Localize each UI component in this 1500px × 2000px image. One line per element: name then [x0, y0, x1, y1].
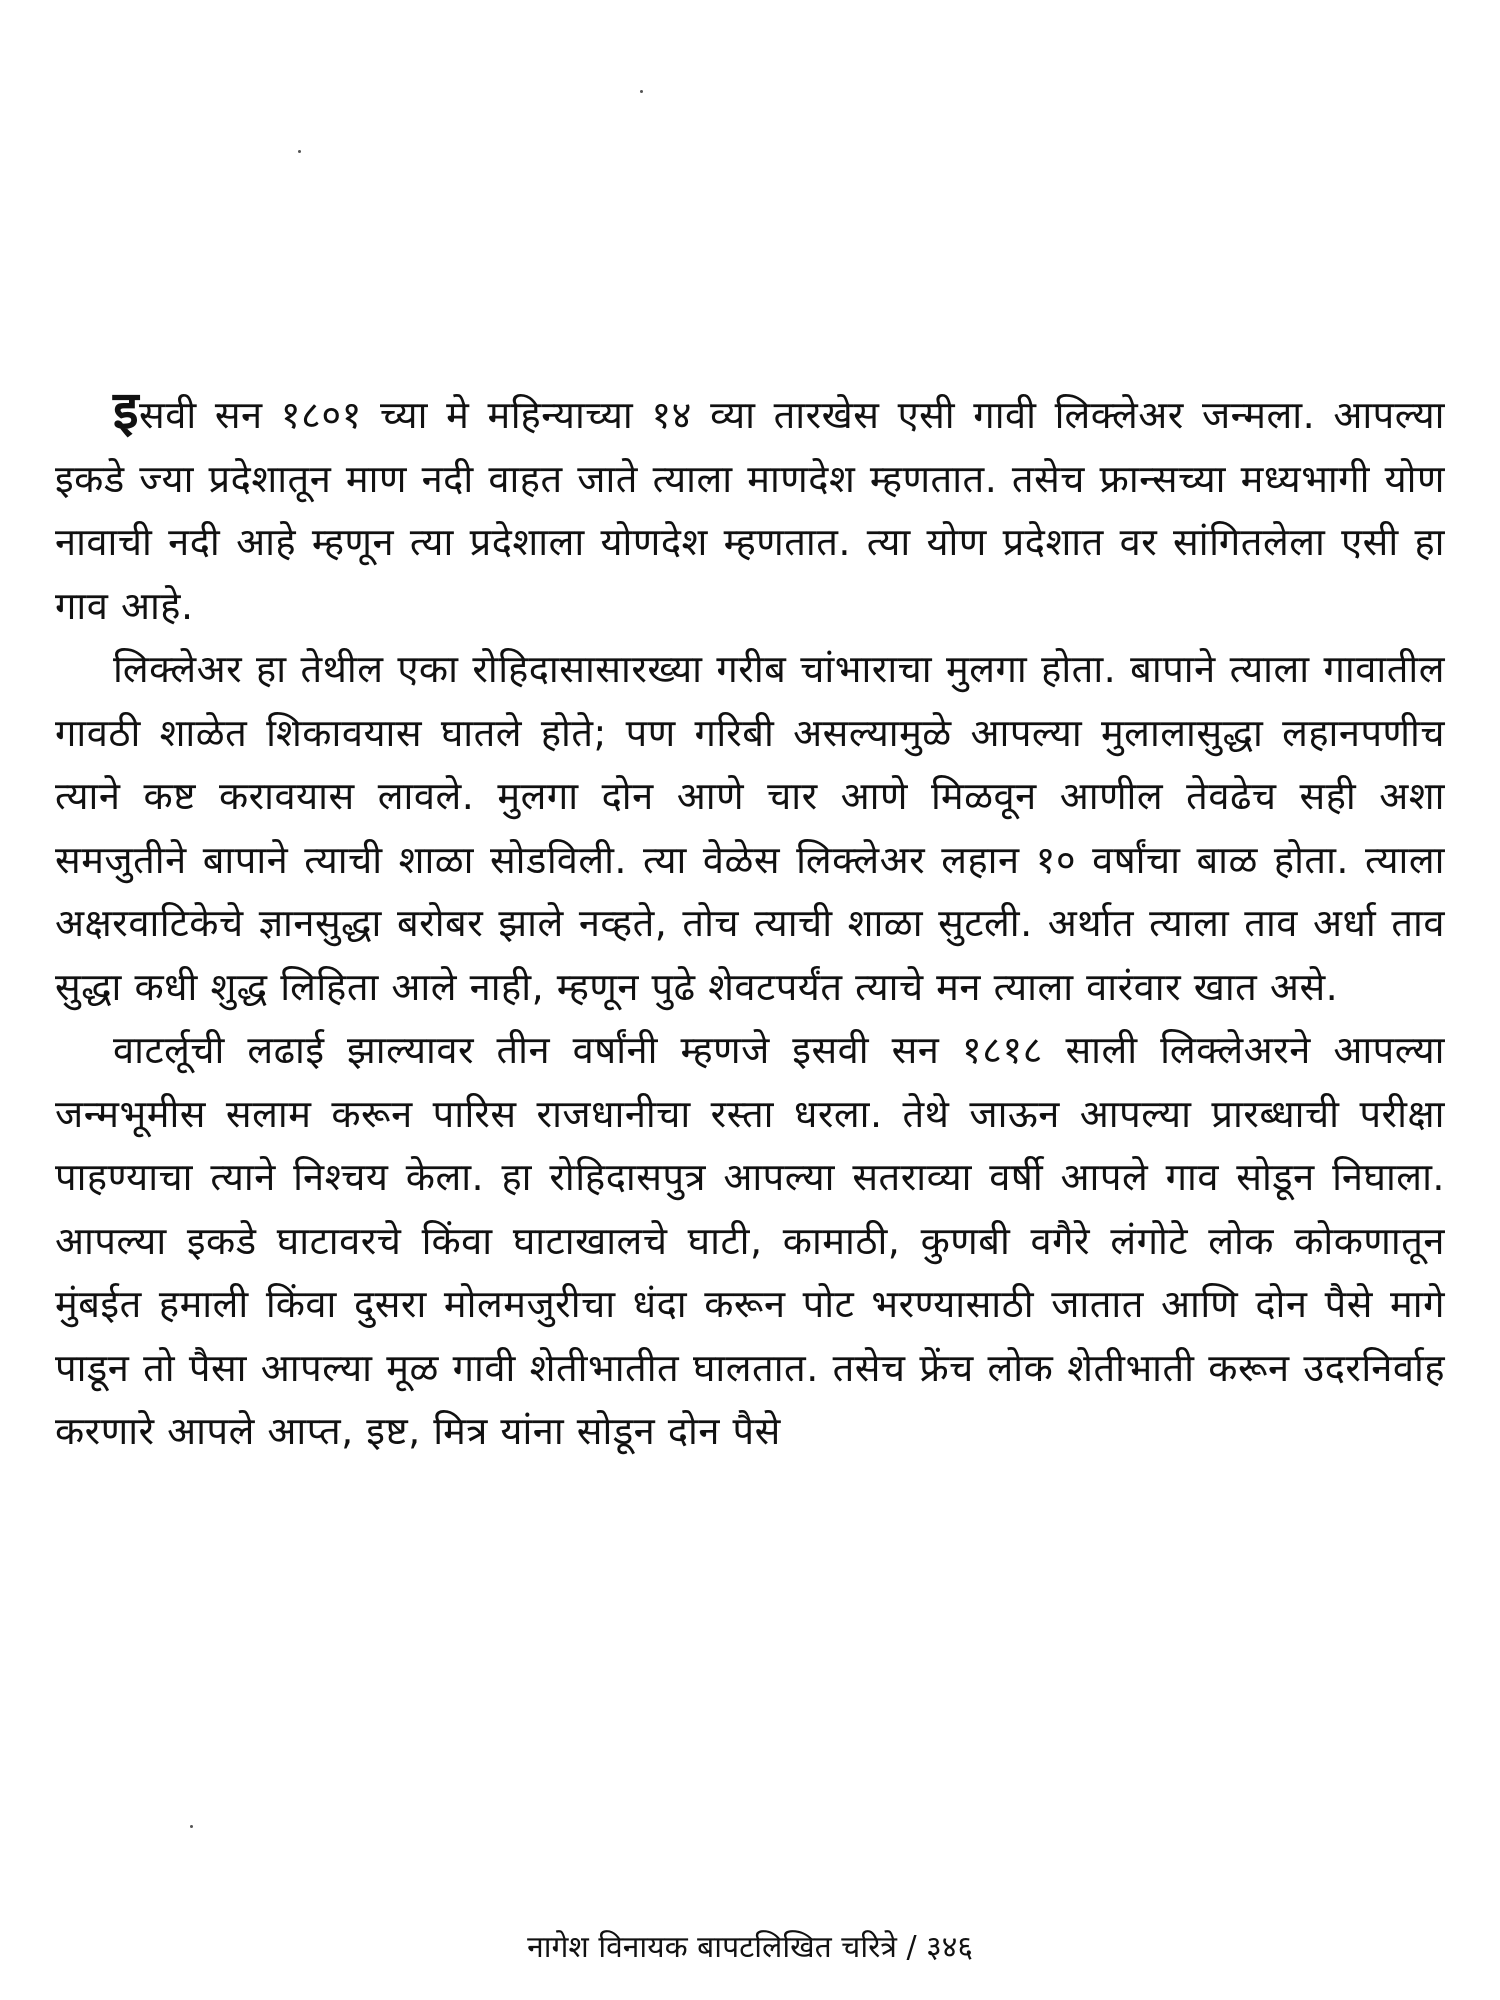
- scan-speck: [640, 90, 643, 93]
- scan-speck: [190, 1825, 193, 1828]
- body-text: [55, 380, 1445, 1464]
- paragraph-2: [55, 638, 1445, 1019]
- paragraph-1-text: सवी सन १८०१ च्या मे महिन्याच्या १४ व्या तारखेस एसी गावी लिक्लेअर जन्मला. आपल्या इकडे ज्या प्रदेशातून माण नदी वाहत जाते त्याला माणदेश म्हणतात. तसेच फ्रान्सच्या मध्यभागी योण नावाची नदी आहे म्हणून त्या प्रदेशाला योणदेश म्हणतात. त्या योण प्रदेशात वर सांगितलेला एसी हा गाव आहे.: [55, 393, 1445, 628]
- paragraph-2-text: लिक्लेअर हा तेथील एका रोहिदासासारख्या गरीब चांभाराचा मुलगा होता. बापाने त्याला गावातील गावठी शाळेत शिकावयास घातले होते; पण गरिबी असल्यामुळे आपल्या मुलालासुद्धा लहानपणीच त्याने कष्ट करावयास लावले. मुलगा दोन आणे चार आणे मिळवून आणील तेवढेच सही अशा समजुतीने बापाने त्याची शाळा सोडविली. त्या वेळेस लिक्लेअर लहान १० वर्षांचा बाळ होता. त्याला अक्षरवाटिकेचे ज्ञानसुद्धा बरोबर झाले नव्हते, तोच त्याची शाळा सुटली. अर्थात त्याला ताव अर्धा ताव सुद्धा कधी शुद्ध लिहिता आले नाही, म्हणून पुढे शेवटपर्यंत त्याचे मन त्याला वारंवार खात असे.: [55, 647, 1445, 1009]
- paragraph-3-text: वाटर्लूची लढाई झाल्यावर तीन वर्षांनी म्हणजे इसवी सन १८१८ साली लिक्लेअरने आपल्या जन्मभूमीस सलाम करून पारिस राजधानीचा रस्ता धरला. तेथे जाऊन आपल्या प्रारब्धाची परीक्षा पाहण्याचा त्याने निश्चय केला. हा रोहिदासपुत्र आपल्या सतराव्या वर्षी आपले गाव सोडून निघाला. आपल्या इकडे घाटावरचे किंवा घाटाखालचे घाटी, कामाठी, कुणबी वगैरे लंगोटे लोक कोकणातून मुंबईत हमाली किंवा दुसरा मोलमजुरीचा धंदा करून पोट भरण्यासाठी जातात आणि दोन पैसे मागे पाडून तो पैसा आपल्या मूळ गावी शेतीभातीत घालतात. तसेच फ्रेंच लोक शेतीभाती करून उदरनिर्वाह करणारे आपले आप्त, इष्ट, मित्र यांना सोडून दोन पैसे: [55, 1028, 1445, 1453]
- paragraph-3: [55, 1019, 1445, 1464]
- scan-speck: [298, 150, 301, 153]
- drop-cap-letter: इ: [113, 381, 140, 441]
- paragraph-1: [55, 380, 1445, 638]
- page-footer: नागेश विनायक बापटलिखित चरित्रे / ३४६: [527, 1930, 973, 1965]
